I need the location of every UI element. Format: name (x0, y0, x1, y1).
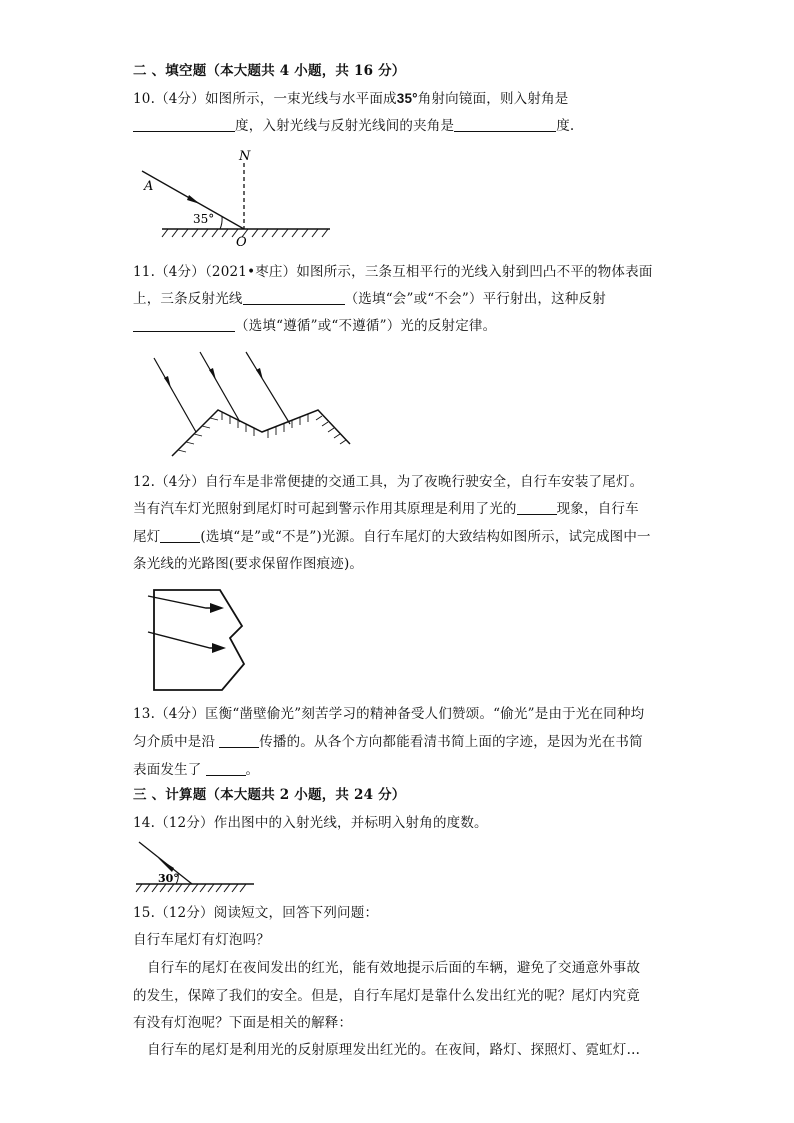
q10-suffix: 角射向镜面，则入射角是 (417, 91, 569, 107)
q13-line3-b: 。 (245, 762, 260, 778)
q10-blank-1[interactable] (133, 117, 235, 132)
q13-blank-2[interactable] (206, 761, 246, 776)
q10-label-n: N (239, 149, 251, 164)
section-2-title: 二 、填空题（本大题共 4 小题，共 16 分） (133, 63, 406, 79)
q11-blank-1[interactable] (243, 290, 345, 305)
q10-fig-angle: 35° (193, 212, 215, 226)
q12-tail-light-outline (154, 590, 244, 690)
q12-line-2 (133, 500, 639, 518)
q11-line-2 (133, 290, 606, 308)
q11-arrow-3-icon (256, 368, 263, 380)
q10-line2-a: 度，入射光线与反射光线间的夹角是 (235, 118, 455, 134)
q13-line2-b: 传播的。从各个方向都能看清书简上面的字迹，是因为光在书简 (259, 734, 643, 750)
q15-p1-line-2: 的发生，保障了我们的安全。但是，自行车尾灯是靠什么发出红光的呢？尾灯内究竟 (133, 988, 640, 1004)
q11-line-3 (133, 317, 496, 335)
q13-line3-a: 表面发生了 (133, 762, 202, 778)
q11-ray-3 (246, 352, 290, 424)
q12-ray-2 (148, 632, 222, 648)
q13-line-1: 13.（4分）匡衡“凿壁偷光”刻苦学习的精神备受人们赞颂。“偷光”是由于光在同种均 (133, 706, 645, 722)
q12-line2-a: 当有汽车灯光照射到尾灯时可起到警示作用其原理是利用了光的 (133, 501, 517, 517)
q10-figure (138, 145, 338, 250)
q15-line-1: 15.（12分）阅读短文，回答下列问题： (133, 905, 379, 921)
q11-figure (150, 348, 355, 460)
q13-line2-a: 匀介质中是沿 (133, 734, 216, 750)
q12-figure (146, 586, 250, 694)
q12-line-3 (133, 528, 651, 546)
q15-p1-line-1: 自行车的尾灯在夜间发出的红光，能有效地提示后面的车辆，避免了交通意外事故 (147, 960, 641, 976)
q11-line3: （选填“遵循”或“不遵循”）光的反射定律。 (235, 318, 497, 334)
q12-line3-b: (选填“是”或“不是”)光源。自行车尾灯的大致结构如图所示，试完成图中一 (200, 529, 651, 545)
q14-fig-angle: 30° (158, 872, 179, 885)
q12-line3-a: 尾灯 (133, 529, 161, 545)
q10-line-1 (133, 90, 568, 108)
q11-line2-a: 上，三条反射光线 (133, 291, 243, 307)
q11-line-1: 11.（4分）（2021•枣庄）如图所示，三条互相平行的光线入射到凹凸不平的物体表面 (133, 264, 653, 280)
q11-rough-surface (172, 410, 350, 456)
q10-label-o: O (236, 235, 247, 250)
q13-line-2 (133, 733, 643, 751)
q10-prefix: 10.（4分）如图所示，一束光线与水平面成 (133, 91, 397, 107)
q10-line2-b: 度. (556, 118, 575, 134)
q15-p1-line-3: 有没有灯泡呢？下面是相关的解释： (133, 1015, 353, 1031)
q12-blank-1[interactable] (517, 500, 557, 515)
q14-arrow-icon (158, 858, 174, 872)
q10-angle: 35° (396, 91, 418, 106)
q11-arrow-2-icon (209, 368, 216, 380)
q12-line-4: 条光线的光路图(要求保留作图痕迹)。 (133, 556, 364, 572)
q10-blank-2[interactable] (454, 117, 556, 132)
q10-line-2 (133, 117, 574, 135)
q13-line-3 (133, 761, 259, 779)
q11-arrow-1-icon (164, 376, 171, 388)
q11-ray-1 (154, 358, 196, 432)
q12-ray-1 (148, 596, 220, 608)
q12-arrow-1-icon (210, 603, 224, 613)
q13-blank-1[interactable] (219, 733, 259, 748)
q12-line2-b: 现象，自行车 (556, 501, 639, 517)
q10-label-a: A (144, 179, 154, 194)
q15-title: 自行车尾灯有灯泡吗？ (133, 932, 270, 948)
q12-line-1: 12.（4分）自行车是非常便捷的交通工具，为了夜晚行驶安全，自行车安装了尾灯。 (133, 474, 644, 490)
q14-figure (136, 838, 256, 894)
q14-text: 14.（12分）作出图中的入射光线，并标明入射角的度数。 (133, 815, 488, 831)
q12-blank-2[interactable] (160, 528, 200, 543)
q11-blank-2[interactable] (133, 317, 235, 332)
section-3-title: 三 、计算题（本大题共 2 小题，共 24 分） (133, 787, 406, 803)
q10-ray-arrow-icon (187, 195, 200, 204)
q12-arrow-2-icon (212, 643, 226, 653)
q15-p2-line-1: 自行车的尾灯是利用光的反射原理发出红光的。在夜间，路灯、探照灯、霓虹灯… (147, 1042, 641, 1058)
q11-line2-b: （选填“会”或“不会”）平行射出，这种反射 (344, 291, 606, 307)
